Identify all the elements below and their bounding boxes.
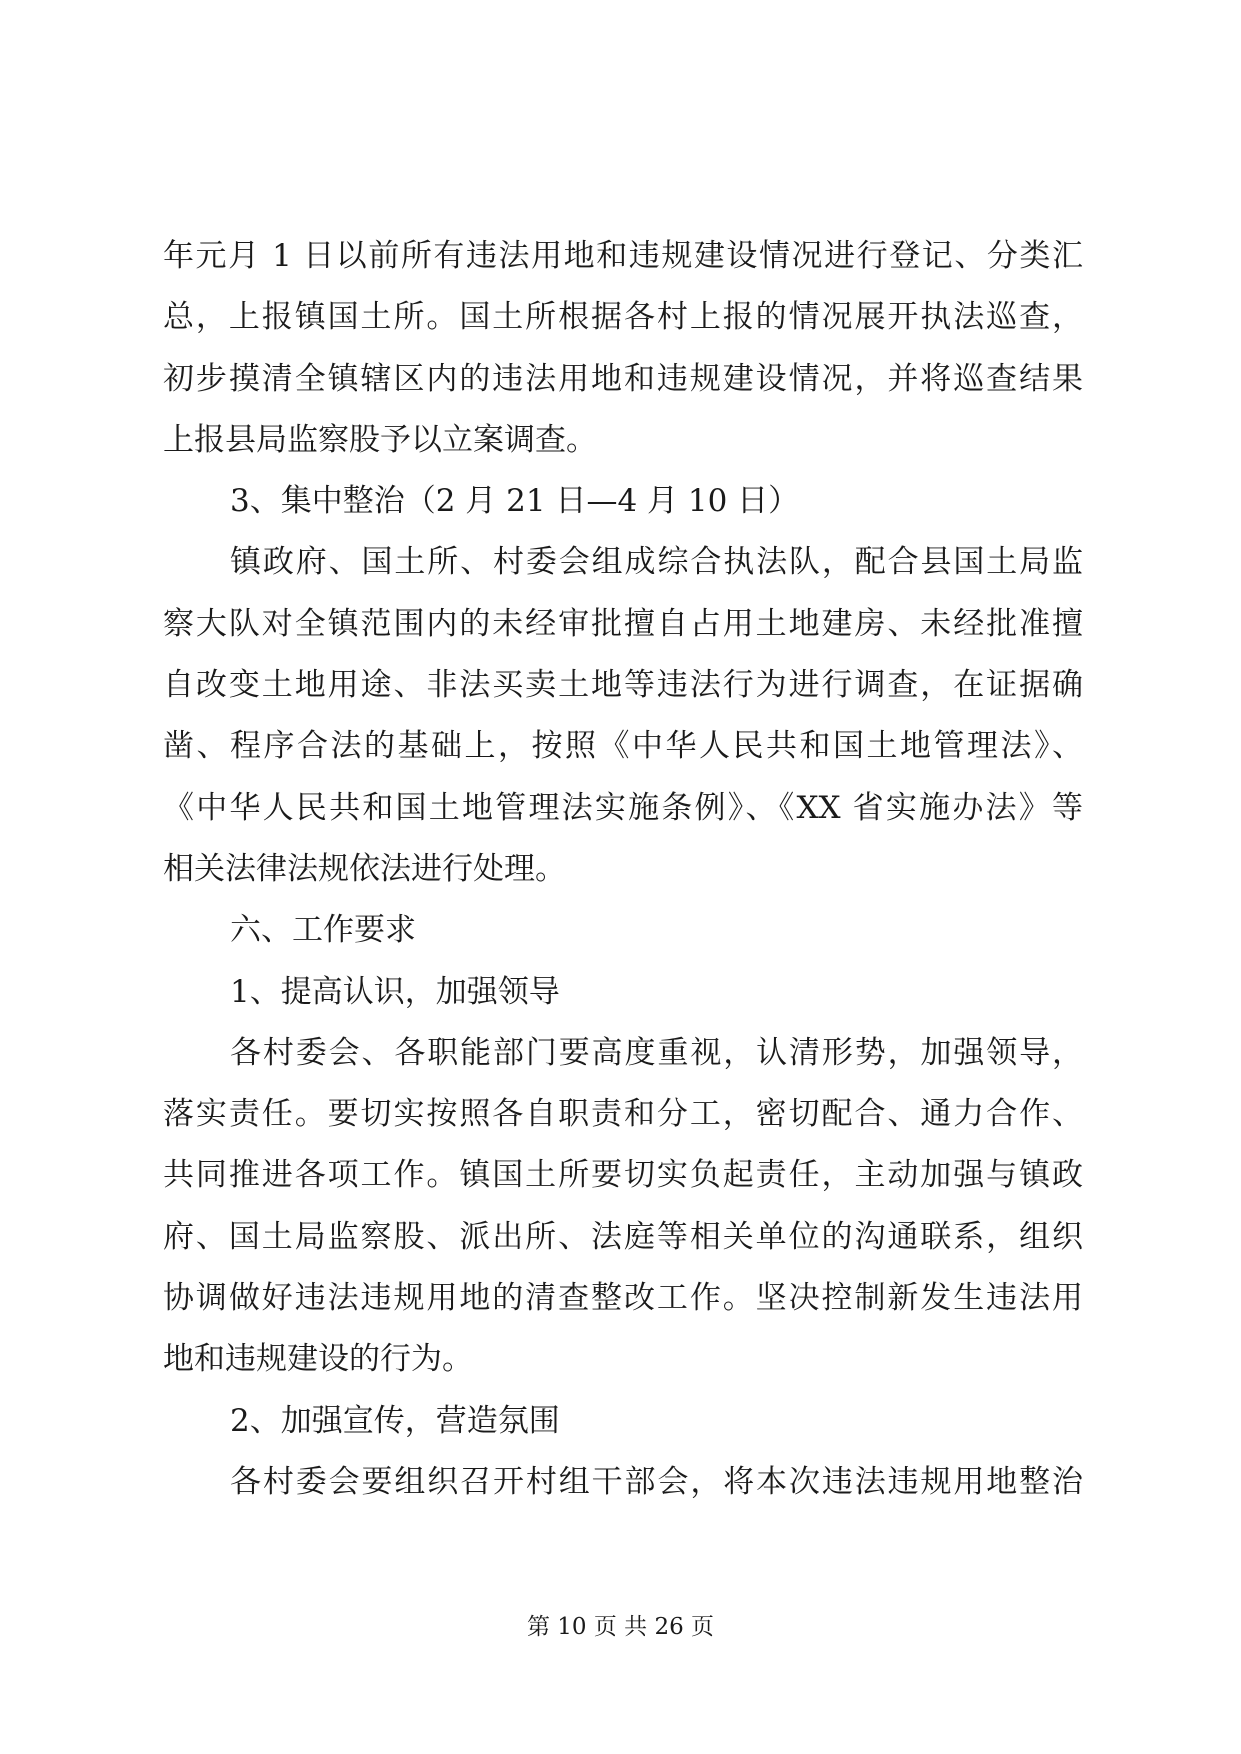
text-line: 镇政府、国土所、村委会组成综合执法队，配合县国土局监 xyxy=(230,544,1083,581)
text-line: 各村委会要组织召开村组干部会，将本次违法违规用地整治 xyxy=(230,1463,1083,1500)
text-line: 府、国土局监察股、派出所、法庭等相关单位的沟通联系，组织 xyxy=(163,1218,1083,1255)
text-line: 察大队对全镇范围内的未经审批擅自占用土地建房、未经批准擅 xyxy=(163,605,1083,642)
text-line: 共同推进各项工作。镇国土所要切实负起责任，主动加强与镇政 xyxy=(163,1157,1083,1194)
text-line: 2、加强宣传，营造氛围 xyxy=(230,1402,560,1439)
text-line: 地和违规建设的行为。 xyxy=(163,1341,473,1378)
text-line: 各村委会、各职能部门要高度重视，认清形势，加强领导， xyxy=(230,1034,1083,1071)
text-line: 3、集中整治（2 月 21 日—4 月 10 日） xyxy=(230,483,800,520)
text-line: 上报县局监察股予以立案调查。 xyxy=(163,421,597,458)
document-body xyxy=(163,226,1083,1513)
text-line: 《中华人民共和国土地管理法实施条例》、《XX 省实施办法》等 xyxy=(163,789,1083,826)
text-line: 初步摸清全镇辖区内的违法用地和违规建设情况，并将巡查结果 xyxy=(163,360,1083,397)
text-line: 自改变土地用途、非法买卖土地等违法行为进行调查，在证据确 xyxy=(163,667,1083,704)
text-line: 年元月 1 日以前所有违法用地和违规建设情况进行登记、分类汇 xyxy=(163,238,1083,274)
text-line: 1、提高认识，加强领导 xyxy=(230,973,560,1010)
text-line: 六、工作要求 xyxy=(230,912,416,949)
page-footer: 第 10 页 共 26 页 xyxy=(526,1614,715,1640)
text-line: 总，上报镇国土所。国土所根据各村上报的情况展开执法巡查， xyxy=(163,299,1083,336)
text-line: 相关法律法规依法进行处理。 xyxy=(163,850,566,887)
text-line: 落实责任。要切实按照各自职责和分工，密切配合、通力合作、 xyxy=(163,1096,1083,1133)
text-line: 协调做好违法违规用地的清查整改工作。坚决控制新发生违法用 xyxy=(163,1280,1083,1317)
text-line: 凿、程序合法的基础上，按照《中华人民共和国土地管理法》、 xyxy=(163,728,1083,765)
